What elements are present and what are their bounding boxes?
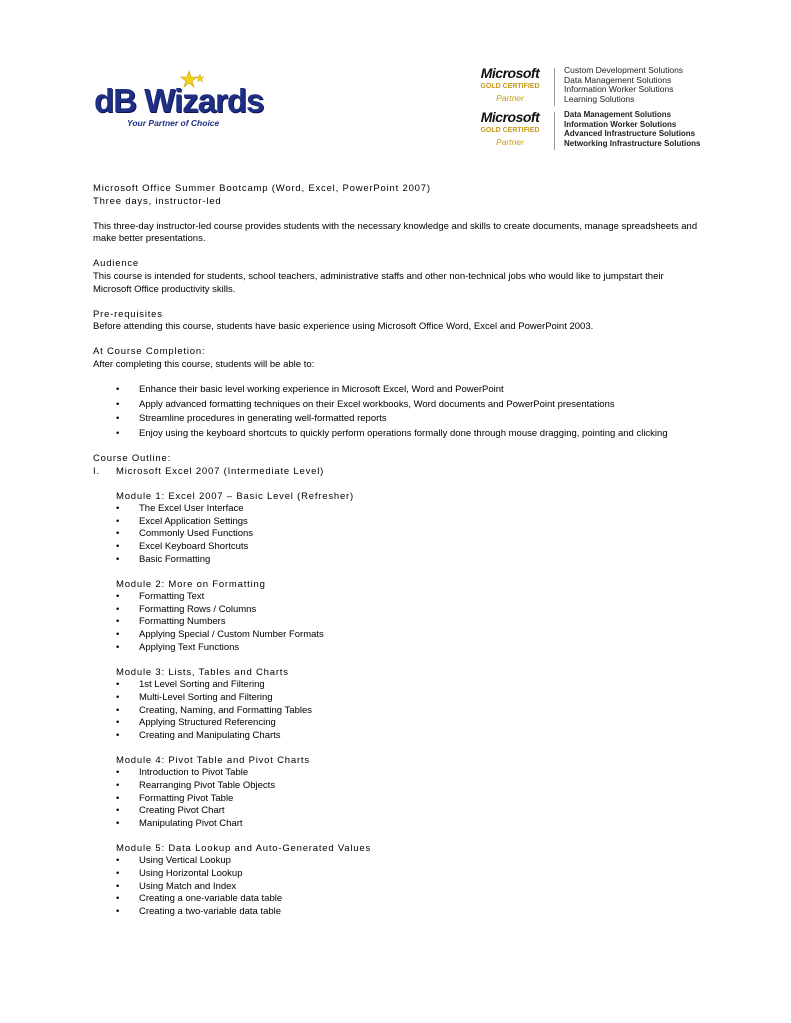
module-title: Module 3: Lists, Tables and Charts [116,666,289,678]
completion-heading: At Course Completion: [93,346,206,358]
list-item-text: Formatting Pivot Table [139,792,234,804]
section-heading [93,466,703,479]
section-number: I. [93,465,100,477]
list-item: • Using Match and Index [116,880,237,892]
list-item-text: Streamline procedures in generating well-formatted reports [139,413,387,425]
list-item: • Apply advanced formatting techniques on their Excel workbooks, Word documents and PowerPoint presentations [116,398,615,410]
module-title: Module 2: More on Formatting [116,578,266,590]
module-3 [93,667,703,743]
solution-item: Information Worker Solutions [564,84,674,94]
list-item-text: The Excel User Interface [139,503,244,515]
solutions-list [564,66,683,104]
list-item-text: Rearranging Pivot Table Objects [139,779,276,791]
list-item-text: Multi-Level Sorting and Filtering [139,691,273,703]
list-item: • Applying Text Functions [116,641,240,653]
list-item: • Formatting Pivot Table [116,792,234,804]
course-document [93,183,703,918]
list-item: • Rearranging Pivot Table Objects [116,779,276,791]
solution-item: Information Worker Solutions [564,119,677,129]
gold-certified-label: GOLD CERTIFIED [480,83,540,90]
list-item: • Introduction to Pivot Table [116,767,249,779]
list-item-text: Formatting Numbers [139,616,226,628]
list-item: • Enhance their basic level working experience in Microsoft Excel, Word and PowerPoint [116,384,504,396]
list-item-text: Formatting Text [139,591,205,603]
partner-label: Partner [496,137,524,147]
star-icon [180,70,206,92]
module-title: Module 4: Pivot Table and Pivot Charts [116,754,310,766]
list-item-text: Applying Text Functions [139,641,240,653]
module-topics [93,591,703,654]
list-item-text: Excel Keyboard Shortcuts [139,540,249,552]
gold-certified-label: GOLD CERTIFIED [480,127,540,134]
list-item-text: Creating a two-variable data table [139,905,282,917]
list-item-text: Using Match and Index [139,880,237,892]
list-item: • Creating a two-variable data table [116,905,282,917]
outline-heading: Course Outline: [93,452,172,464]
list-item-text: Basic Formatting [139,553,211,565]
course-duration: Three days, instructor-led [93,195,222,207]
list-item: • Multi-Level Sorting and Filtering [116,691,273,703]
list-item-text: Commonly Used Functions [139,528,254,540]
list-item-text: Creating a one-variable data table [139,893,283,905]
list-item: • Commonly Used Functions [116,528,254,540]
solution-item: Networking Infrastructure Solutions [564,138,701,148]
list-item: • Manipulating Pivot Chart [116,817,243,829]
list-item: • The Excel User Interface [116,503,244,515]
microsoft-wordmark: Microsoft [480,65,540,81]
list-item-text: Apply advanced formatting techniques on their Excel workbooks, Word documents and PowerPoint presentations [139,398,615,410]
solution-item: Custom Development Solutions [564,65,684,75]
module-5 [93,843,703,919]
list-item-text: Manipulating Pivot Chart [139,817,243,829]
list-item: • Streamline procedures in generating well-formatted reports [116,413,387,425]
company-logo [94,70,264,130]
audience-text: This course is intended for students, school teachers, administrative staffs and other non-technical jobs who would like to jumpstart their Microsoft Office productivity skills. [93,270,664,295]
course-title: Microsoft Office Summer Bootcamp (Word, Excel, PowerPoint 2007) [93,183,431,194]
list-item-text: Enjoy using the keyboard shortcuts to quickly perform operations formally done through mouse dragging, pointing and clicking [139,427,668,439]
prereq-text: Before attending this course, students have basic experience using Microsoft Office Word, Excel and PowerPoint 2003. [93,321,594,333]
list-item-text: Creating, Naming, and Formatting Tables [139,704,313,716]
module-1 [93,491,703,567]
solution-item: Advanced Infrastructure Solutions [564,129,696,138]
partner-label: Partner [496,93,524,103]
logo-text: dB Wizards [94,82,264,119]
solution-item: Data Management Solutions [564,110,672,119]
list-item-text: Using Vertical Lookup [139,855,231,867]
solution-item: Data Management Solutions [564,74,672,85]
list-item: • Excel Keyboard Shortcuts [116,540,249,552]
module-topics [93,679,703,742]
section-title: Microsoft Excel 2007 (Intermediate Level) [116,465,325,477]
list-item: • Using Vertical Lookup [116,855,231,867]
list-item: • Using Horizontal Lookup [116,868,243,880]
list-item-text: Applying Special / Custom Number Formats [139,629,324,641]
list-item: • 1st Level Sorting and Filtering [116,679,265,691]
module-topics [93,503,703,566]
partner-badge-2 [474,110,714,154]
list-item-text: Applying Structured Referencing [139,717,276,729]
module-4 [93,755,703,831]
list-item: • Creating, Naming, and Formatting Tables [116,704,313,716]
list-item: • Creating a one-variable data table [116,893,283,905]
list-item: • Applying Structured Referencing [116,717,276,729]
list-item: • Enjoy using the keyboard shortcuts to quickly perform operations formally done through mouse dragging, pointing and clicking [116,427,668,439]
solution-item: Learning Solutions [564,93,635,104]
prereq-heading: Pre-requisites [93,308,163,320]
divider [554,112,555,150]
solutions-list [564,110,700,148]
list-item-text: Using Horizontal Lookup [139,868,243,880]
list-item: • Creating Pivot Chart [116,805,225,817]
module-title: Module 5: Data Lookup and Auto-Generated Values [116,842,372,854]
list-item-text: Formatting Rows / Columns [139,603,257,615]
list-item: • Formatting Numbers [116,616,226,628]
list-item-text: Excel Application Settings [139,515,248,527]
list-item: • Formatting Rows / Columns [116,603,257,615]
microsoft-logo [474,66,546,104]
list-item: • Formatting Text [116,591,205,603]
partner-badge-1 [474,66,714,110]
microsoft-logo [474,110,546,148]
list-item-text: Creating and Manipulating Charts [139,729,281,741]
module-title: Module 1: Excel 2007 – Basic Level (Refresher) [116,490,354,502]
list-item-text: Creating Pivot Chart [139,805,225,817]
divider [554,68,555,106]
course-intro: This three-day instructor-led course provides students with the necessary knowledge and skills to create documents, manage spreadsheets and make better presentations. [93,220,698,245]
list-item: • Basic Formatting [116,553,211,565]
logo-tagline: Your Partner of Choice [127,118,220,128]
audience-heading: Audience [93,258,140,270]
completion-list [93,384,703,440]
list-item: • Creating and Manipulating Charts [116,729,281,741]
list-item: • Applying Special / Custom Number Formats [116,629,324,641]
microsoft-wordmark: Microsoft [480,109,540,125]
completion-text: After completing this course, students will be able to: [93,358,315,370]
list-item-text: Introduction to Pivot Table [139,767,249,779]
list-item-text: 1st Level Sorting and Filtering [139,679,265,691]
list-item-text: Enhance their basic level working experience in Microsoft Excel, Word and PowerPoint [139,384,504,396]
module-2 [93,579,703,655]
list-item: • Excel Application Settings [116,515,248,527]
module-topics [93,855,703,918]
module-topics [93,767,703,830]
